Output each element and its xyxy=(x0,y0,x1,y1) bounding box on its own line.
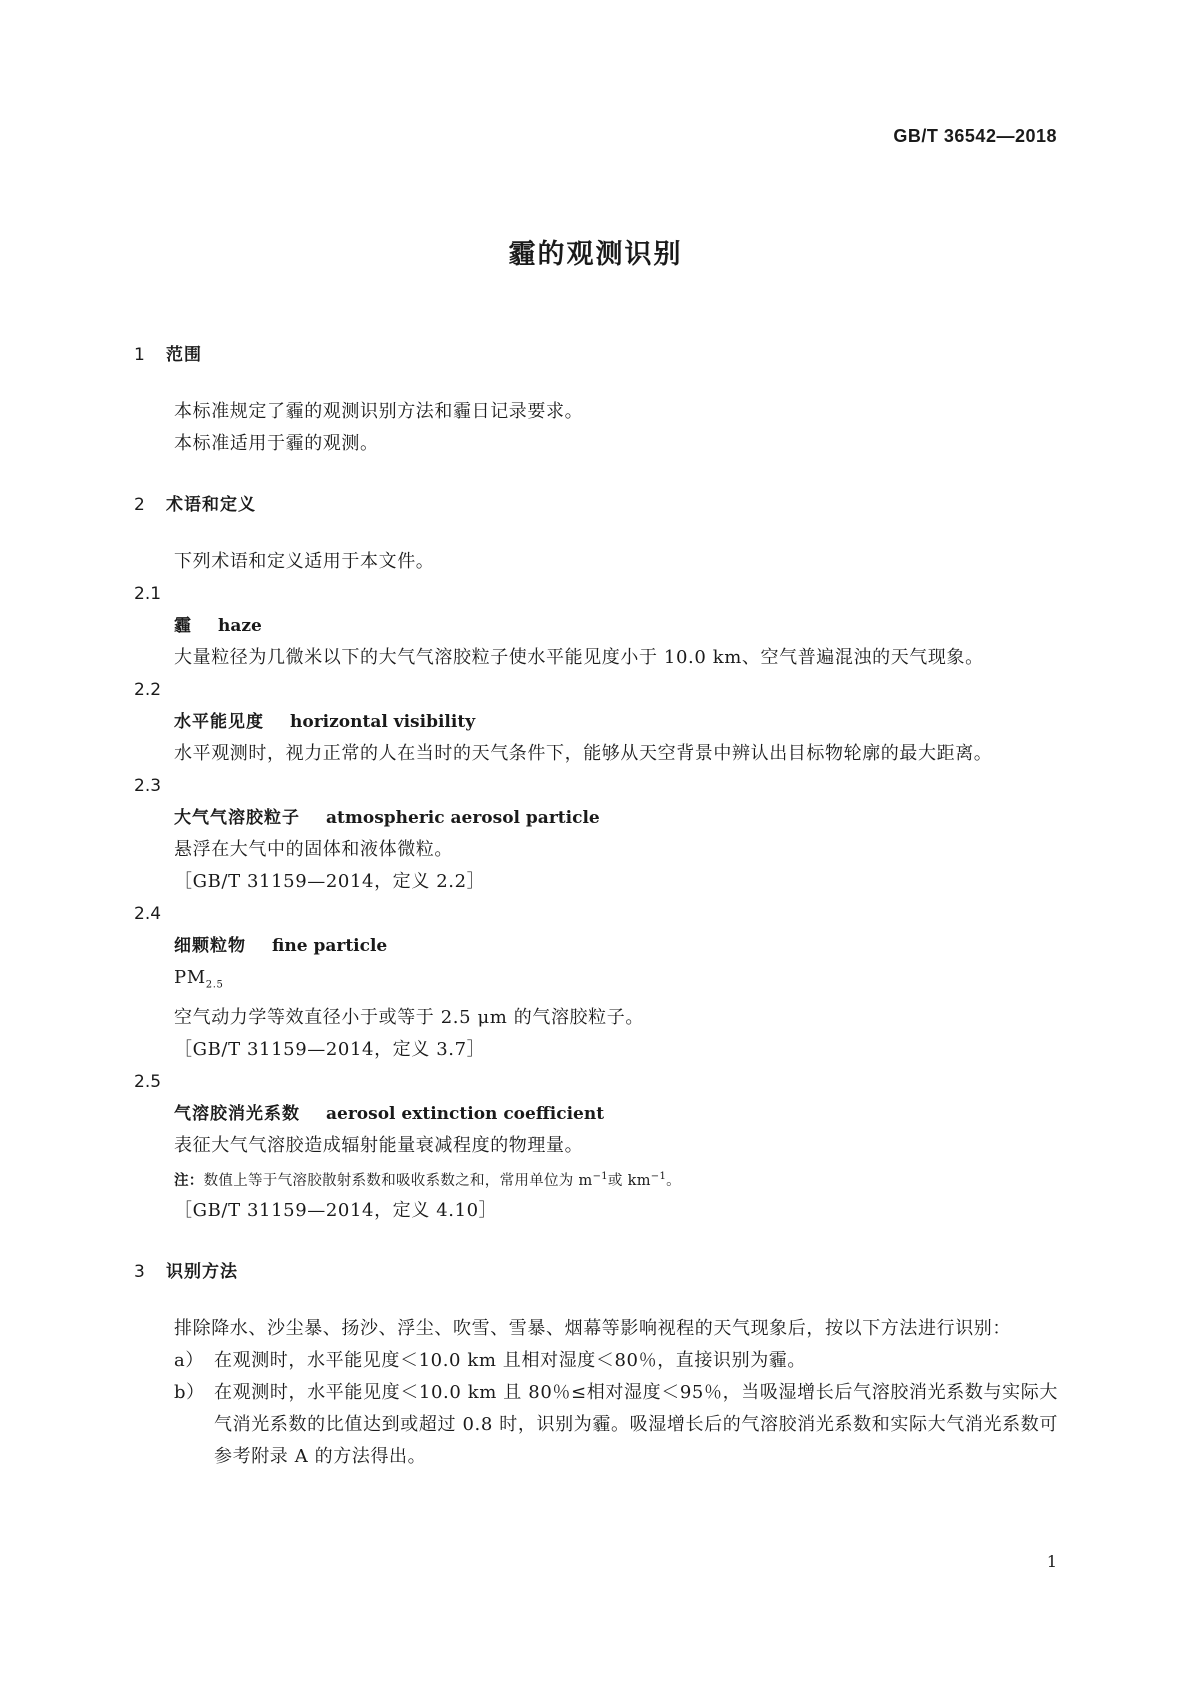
term-source: ［GB/T 31159—2014，定义 2.2］ xyxy=(174,871,486,892)
term-number: 2.1 xyxy=(134,584,162,604)
term-number: 2.5 xyxy=(134,1071,162,1092)
list-item xyxy=(134,1377,1058,1473)
list-item xyxy=(134,1345,1058,1377)
term-zh: 霾 xyxy=(174,616,192,636)
term-heading xyxy=(134,1098,1058,1130)
section-1-paragraph: 本标准规定了霾的观测识别方法和霾日记录要求。 xyxy=(174,401,584,422)
term-source: ［GB/T 31159—2014，定义 4.10］ xyxy=(174,1200,498,1222)
section-3-intro: 排除降水、沙尘暴、扬沙、浮尘、吹雪、雪暴、烟幕等影响视程的天气现象后，按以下方法进行识别： xyxy=(174,1318,1011,1340)
term-symbol-main: PM xyxy=(174,967,206,988)
standard-number: GB/T 36542—2018 xyxy=(893,126,1057,146)
term-heading xyxy=(134,706,1058,738)
term-source: ［GB/T 31159—2014，定义 3.7］ xyxy=(174,1038,486,1060)
section-2-intro: 下列术语和定义适用于本文件。 xyxy=(174,551,435,572)
term-heading xyxy=(134,802,1058,834)
term-heading xyxy=(134,610,1058,642)
term-number: 2.2 xyxy=(134,680,162,700)
note-text: 。 xyxy=(666,1172,681,1189)
section-3-number: 3 xyxy=(134,1262,146,1283)
section-3-title: 识别方法 xyxy=(166,1262,238,1283)
term-symbol xyxy=(134,962,1058,1002)
section-1-number: 1 xyxy=(134,345,146,365)
term-definition: 大量粒径为几微米以下的大气气溶胶粒子使水平能见度小于 10.0 km、空气普遍混浊的天气现象。 xyxy=(174,647,984,668)
term-definition: 表征大气气溶胶造成辐射能量衰减程度的物理量。 xyxy=(174,1134,584,1156)
term-en: aerosol extinction coefficient xyxy=(326,1103,605,1124)
page-number: 1 xyxy=(1046,1552,1057,1571)
term-number: 2.3 xyxy=(134,776,162,796)
document-title: 霾的观测识别 xyxy=(508,239,683,270)
document-body xyxy=(134,340,1058,1473)
list-marker: b） xyxy=(174,1382,205,1404)
term-heading xyxy=(134,930,1058,962)
term-definition: 悬浮在大气中的固体和液体微粒。 xyxy=(174,839,453,860)
section-2-title: 术语和定义 xyxy=(166,495,256,515)
term-zh: 大气气溶胶粒子 xyxy=(174,808,300,828)
term-note xyxy=(134,1162,1058,1196)
term-number: 2.4 xyxy=(134,904,162,924)
section-1-title: 范围 xyxy=(166,345,202,365)
list-text: 在观测时，水平能见度＜10.0 km 且相对湿度＜80％，直接识别为霾。 xyxy=(214,1350,806,1372)
term-en: fine particle xyxy=(272,936,388,956)
term-zh: 气溶胶消光系数 xyxy=(174,1103,300,1124)
note-superscript: −1 xyxy=(650,1170,667,1182)
term-definition: 水平观测时，视力正常的人在当时的天气条件下，能够从天空背景中辨认出目标物轮廓的最大距离。 xyxy=(174,743,993,764)
section-2-number: 2 xyxy=(134,495,146,515)
list-text: 在观测时，水平能见度＜10.0 km 且 80％≤相对湿度＜95％，当吸湿增长后气溶胶消光系数与实际大气消光系数的比值达到或超过 0.8 时，识别为霾。吸湿增长后的气溶胶消光系数和实际大气消光系数可参考附录 A 的方法得出。 xyxy=(214,1382,1058,1468)
term-en: horizontal visibility xyxy=(290,712,476,732)
term-symbol-subscript: 2.5 xyxy=(205,979,224,991)
section-1-heading xyxy=(134,340,1058,370)
note-text: 或 km xyxy=(607,1172,651,1189)
term-en: haze xyxy=(218,616,262,636)
note-superscript: −1 xyxy=(592,1170,608,1182)
section-3-heading xyxy=(134,1257,1058,1287)
section-2-heading xyxy=(134,490,1058,520)
list-marker: a） xyxy=(174,1350,204,1372)
term-en: atmospheric aerosol particle xyxy=(326,808,600,828)
term-definition: 空气动力学等效直径小于或等于 2.5 μm 的气溶胶粒子。 xyxy=(174,1006,644,1028)
term-zh: 水平能见度 xyxy=(174,712,264,732)
section-1-paragraph: 本标准适用于霾的观测。 xyxy=(174,433,379,454)
note-label: 注： xyxy=(174,1172,204,1189)
term-zh: 细颗粒物 xyxy=(174,936,246,956)
note-text: 数值上等于气溶胶散射系数和吸收系数之和，常用单位为 m xyxy=(203,1172,593,1189)
